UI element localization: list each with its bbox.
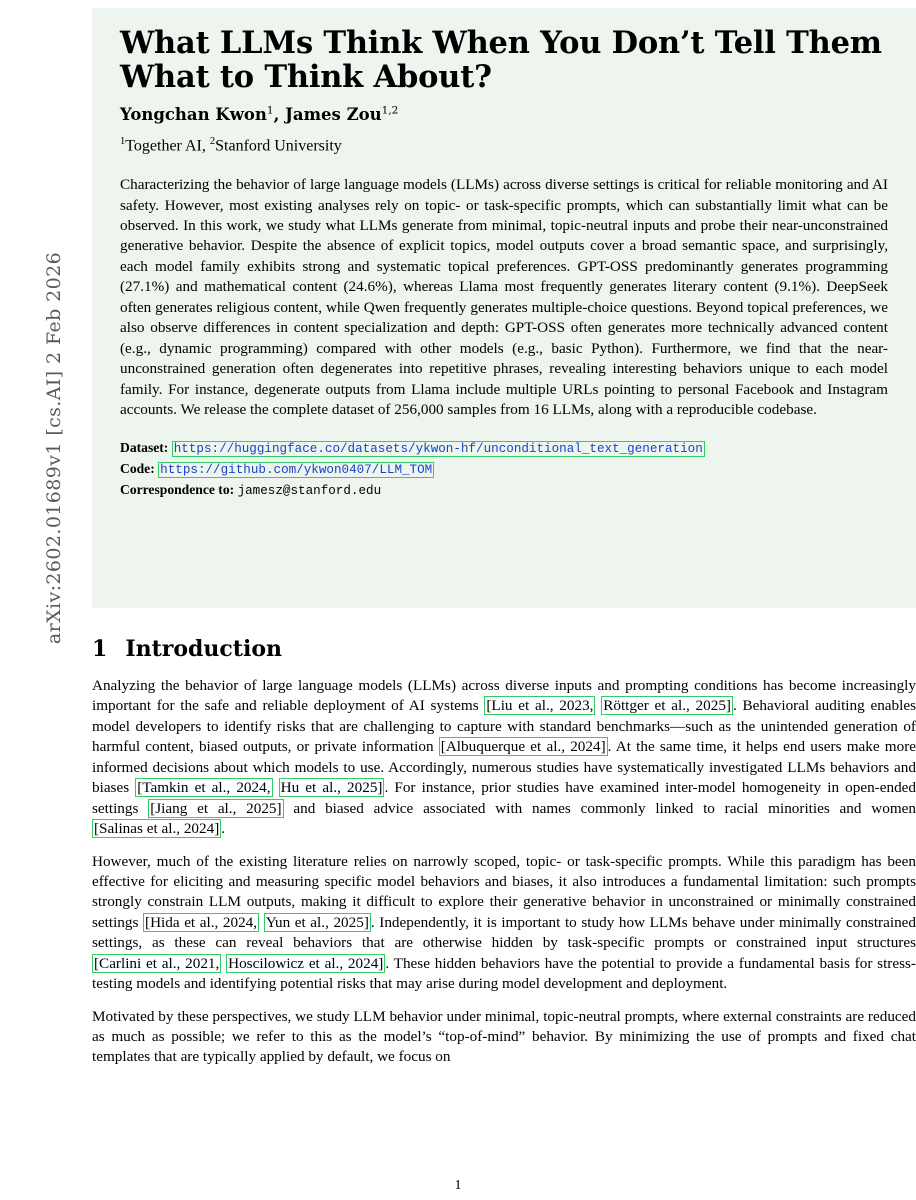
- citation-link[interactable]: Yun et al., 2025]: [265, 913, 369, 931]
- dataset-line: [120, 438, 888, 459]
- affil-1: Together AI: [125, 137, 202, 155]
- section-number: 1: [92, 636, 108, 662]
- correspondence-line: [120, 480, 888, 501]
- code-line: [120, 459, 888, 480]
- code-label: Code:: [120, 461, 155, 477]
- author-second: James Zou: [285, 104, 382, 124]
- citation-link[interactable]: Hoscilowicz et al., 2024]: [228, 954, 384, 972]
- dataset-label: Dataset:: [120, 440, 169, 456]
- citation-link[interactable]: [Liu et al., 2023,: [486, 697, 594, 715]
- dataset-link[interactable]: https://huggingface.co/datasets/ykwon-hf/unconditional_text_generation: [173, 442, 703, 457]
- body-area: [92, 636, 916, 1080]
- citation-link[interactable]: [Albuquerque et al., 2024]: [440, 738, 606, 756]
- body-paragraph: However, much of the existing literature relies on narrowly scoped, topic- or task-specific prompts. While this paradigm has been effective for eliciting and measuring specific model behaviors and biases, it also introduces a fundamental limitation: such prompts strongly constrain LLM outputs, making it difficult to explore their generative behavior in unconstrained or minimally constrained settings [Hida et al., 2024, Yun et al., 2025] . Independently, it is important to study how LLMs behave under minimally constrained settings, as these can reveal behaviors that are otherwise hidden by task-specific prompts or constrained input structures [Carlini et al., 2021, Hoscilowicz et al., 2024] . These hidden behaviors have the potential to provide a fundamental basis for stress-testing models and identifying potential risks that may arise during model development and deployment.: [92, 852, 916, 993]
- correspondence-email[interactable]: jamesz@stanford.edu: [237, 484, 382, 499]
- page-number: 1: [454, 1178, 462, 1193]
- citation-link[interactable]: [Jiang et al., 2025]: [150, 799, 282, 817]
- code-link[interactable]: https://github.com/ykwon0407/LLM_TOM: [160, 463, 433, 478]
- citation-link[interactable]: [Salinas et al., 2024]: [94, 820, 220, 838]
- citation-link[interactable]: Röttger et al., 2025]: [603, 697, 731, 715]
- affil-mark-1: 1: [120, 135, 126, 147]
- arxiv-stamp: arXiv:2602.01689v1 [cs.AI] 2 Feb 2026: [43, 251, 65, 645]
- section-title: Introduction: [125, 636, 282, 662]
- citation-link[interactable]: Hu et al., 2025]: [280, 779, 383, 797]
- affil-2: Stanford University: [215, 137, 342, 155]
- section-heading: [92, 636, 916, 662]
- affiliations: $^1$Together AI, $^2$Stanford University: [120, 135, 342, 155]
- correspondence-label: Correspondence to:: [120, 482, 235, 498]
- author-first: Yongchan Kwon: [120, 104, 267, 124]
- body-paragraph: Analyzing the behavior of large language models (LLMs) across diverse inputs and prompting conditions has become increasingly important for the safe and reliable deployment of AI systems [Liu et al., 2023, Röttger et al., 2025] . Behavioral auditing enables model developers to identify risks that are challenging to capture with standard benchmarks—such as the unintended generation of harmful content, biased outputs, or private information [Albuquerque et al., 2024] . At the same time, it helps end users make more informed decisions about which models to use. Accordingly, numerous studies have systematically investigated LLMs behaviors and biases [Tamkin et al., 2024, Hu et al., 2025] . For instance, prior studies have examined inter-model homogeneity in open-ended settings [Jiang et al., 2025] and biased advice associated with names commonly linked to racial minorities and women [Salinas et al., 2024] .: [92, 677, 916, 838]
- section-paragraphs: [92, 676, 916, 1068]
- abstract-text: Characterizing the behavior of large language models (LLMs) across diverse settings is critical for reliable monitoring and AI safety. However, most existing analyses rely on topic- or task-specific prompts, which can substantially limit what can be observed. In this work, we study what LLMs generate from minimal, topic-neutral inputs and probe their near-unconstrained generative behavior. Despite the absence of explicit topics, model outputs cover a broad semantic space, and surprisingly, each model family exhibits strong and systematic topical preferences. GPT-OSS predominantly generates programming (27.1%) and mathematical content (24.6%), whereas Llama most frequently generates literary content (9.1%). DeepSeek often generates religious content, while Qwen frequently generates multiple-choice questions. Beyond topical preferences, we also observe differences in content specialization and depth: GPT-OSS often generates more technically advanced content (e.g., dynamic programming) compared with other models (e.g., basic Python). Furthermore, we find that the near-unconstrained generation often degenerates into repetitive phrases, revealing interesting behaviors unique to each model family. For instance, degenerate outputs from Llama include multiple URLs pointing to personal Facebook and Instagram accounts. We release the complete dataset of 256,000 samples from 16 LLMs, along with a reproducible codebase.: [120, 176, 888, 418]
- author-first-mark: 1: [266, 104, 274, 117]
- page-title: What LLMs Think When You Don’t Tell Them What to Think About?: [120, 25, 882, 96]
- title-abstract-block: [92, 8, 916, 608]
- author-names: Yongchan Kwon$^1$, James Zou$^{1,2}$: [120, 104, 399, 124]
- citation-link[interactable]: [Hida et al., 2024,: [145, 913, 258, 931]
- author-list: [120, 104, 888, 124]
- author-second-mark: 1,2: [381, 104, 399, 117]
- body-paragraph: Motivated by these perspectives, we study LLM behavior under minimal, topic-neutral prompts, where external constraints are reduced as much as possible; we refer to this as the model’s “top-of-mind” behavior. By minimizing the use of prompts and fixed chat templates that are typically applied by default, we focus on: [92, 1007, 916, 1066]
- affil-mark-2: 2: [209, 135, 216, 147]
- citation-link[interactable]: [Carlini et al., 2021,: [94, 954, 220, 972]
- citation-link[interactable]: [Tamkin et al., 2024,: [137, 779, 271, 797]
